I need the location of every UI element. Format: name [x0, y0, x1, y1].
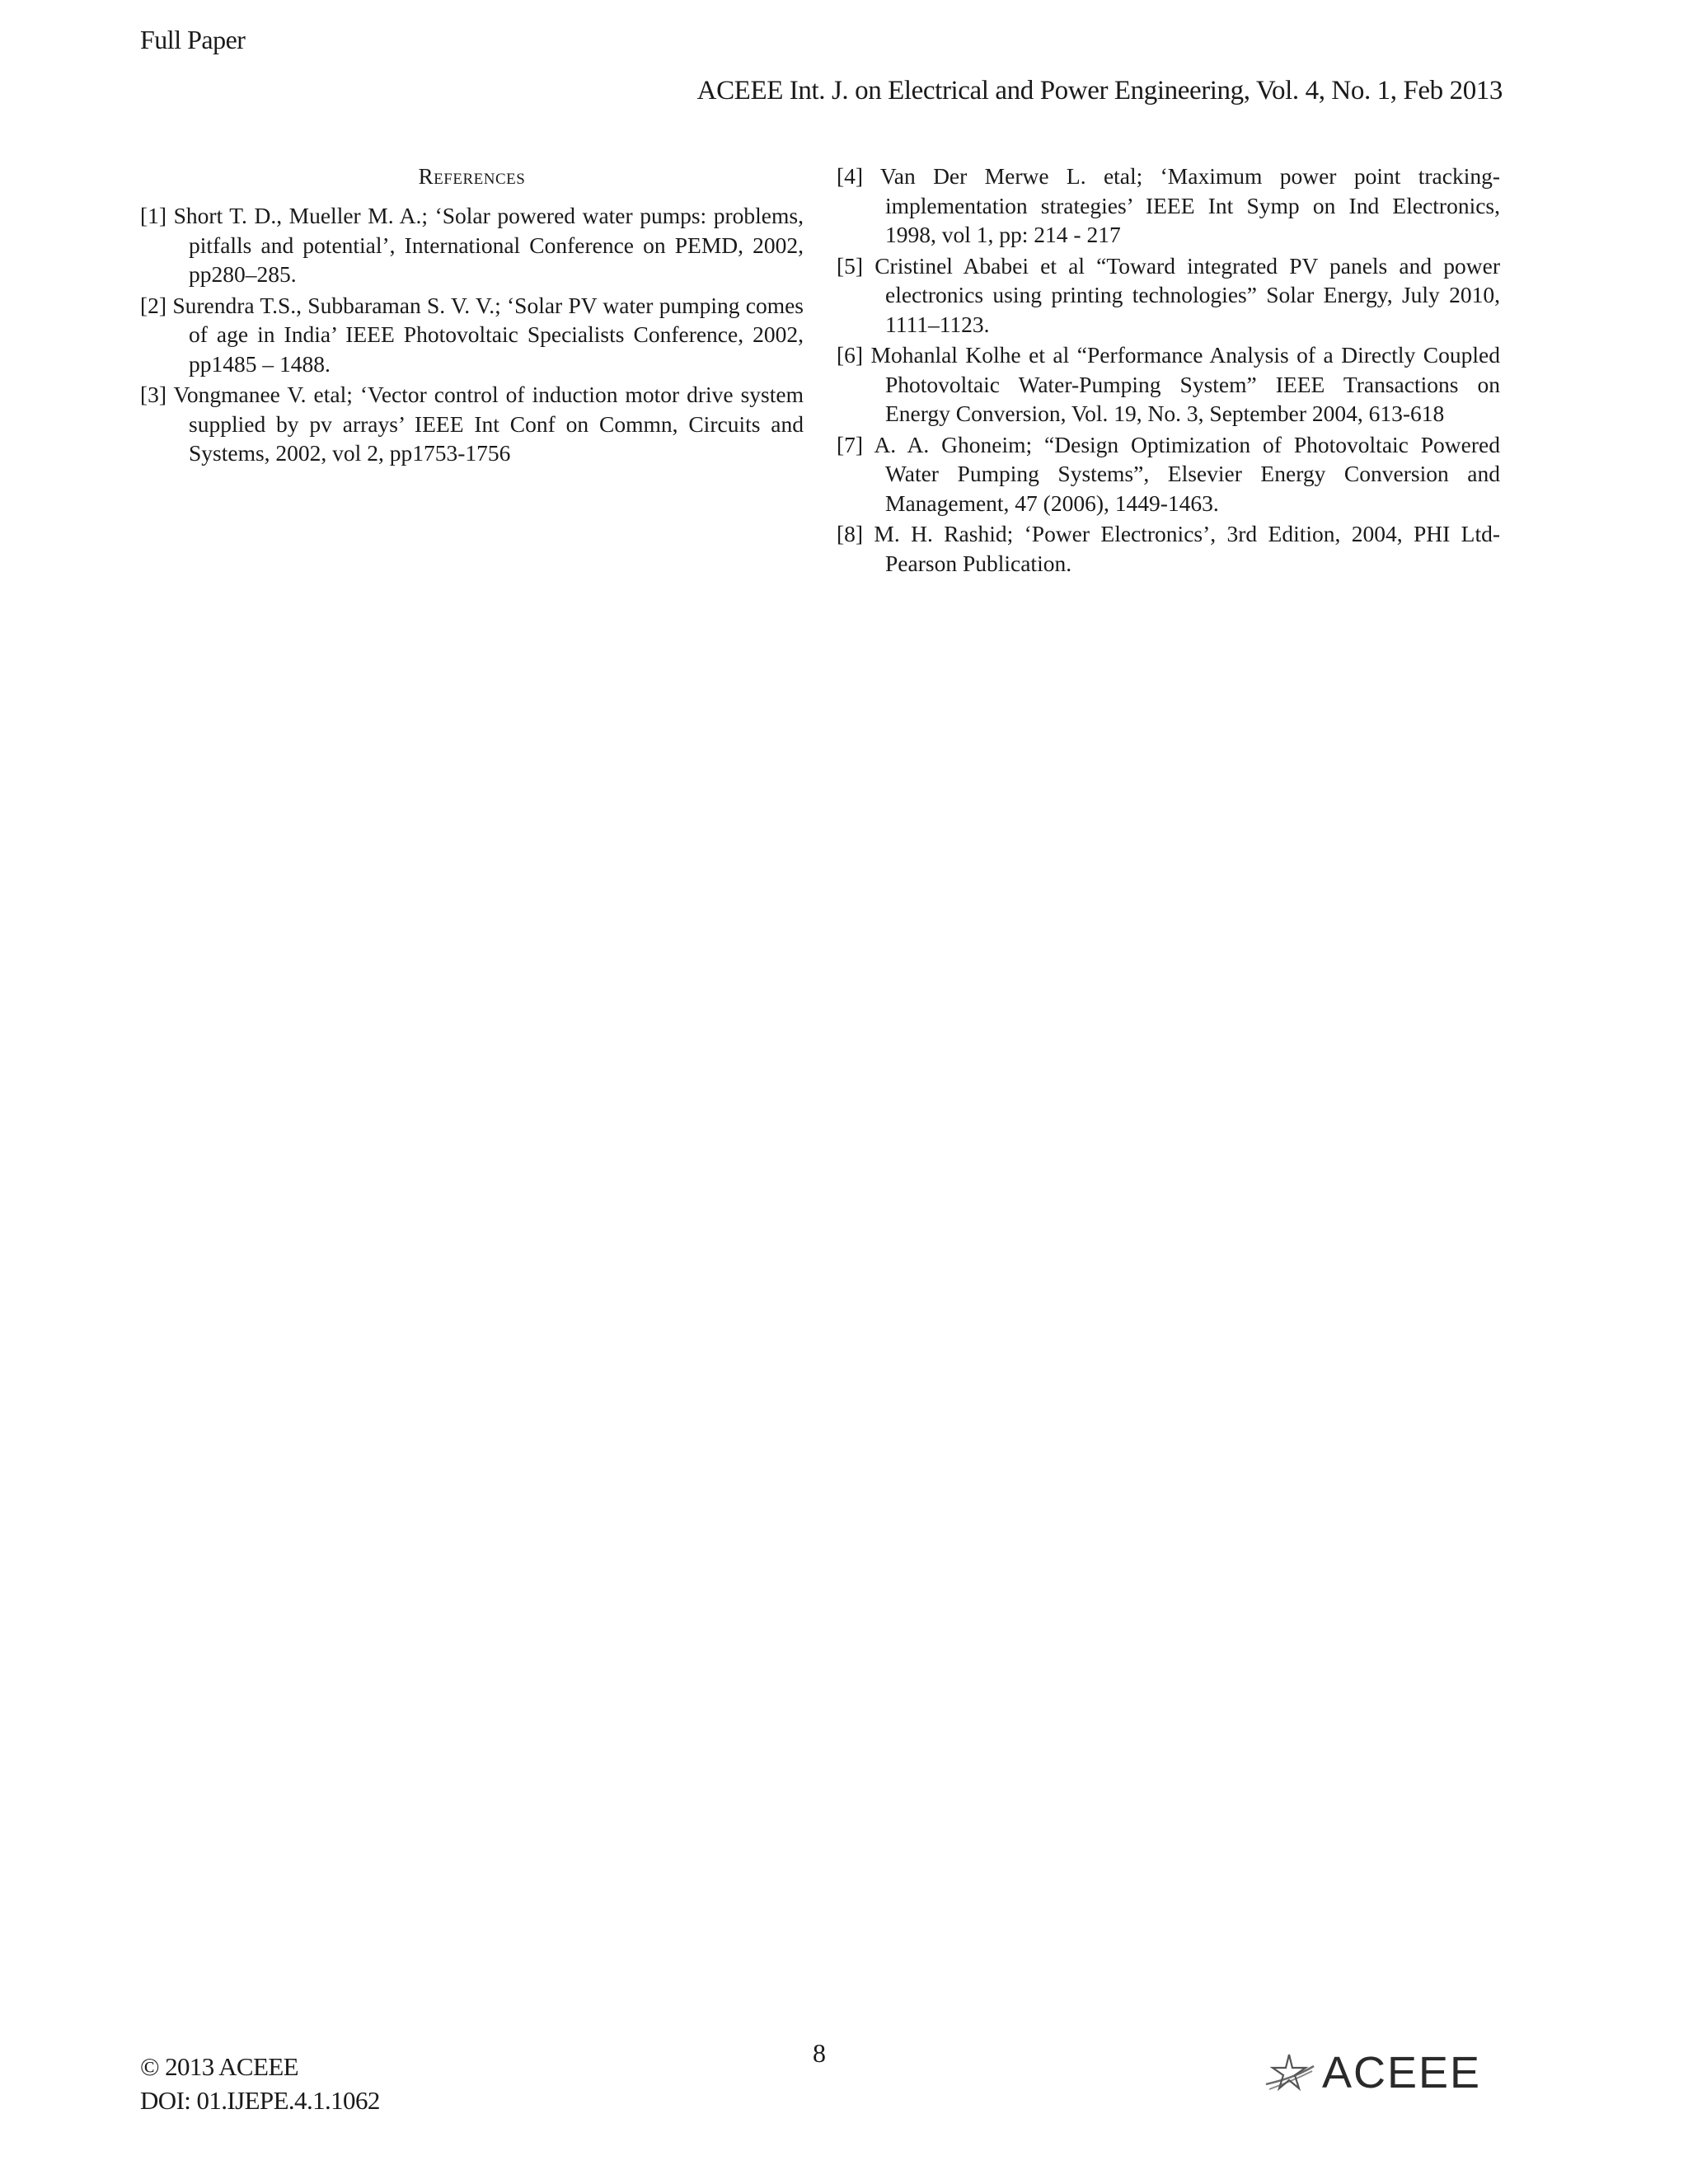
page-number: 8 [813, 2038, 826, 2068]
references-heading: References [418, 164, 526, 189]
journal-citation-header: ACEEE Int. J. on Electrical and Power Engineering, Vol. 4, No. 1, Feb 2013 [696, 76, 1503, 105]
reference-item: [8] M. H. Rashid; ‘Power Electronics’, 3rd Edition, 2004, PHI Ltd-Pearson Publication. [837, 521, 1500, 576]
copyright-notice: © 2013 ACEEE [140, 2052, 299, 2081]
reference-item: [4] Van Der Merwe L. etal; ‘Maximum power point tracking-implementation strategies’ IEEE Int Symp on Ind Electronics, 1998, vol 1, pp: 214 - 217 [837, 163, 1500, 247]
footer-publication-info [140, 2050, 380, 2117]
logo-wordmark: ACEEE [1322, 2048, 1482, 2097]
reference-item: [5] Cristinel Ababei et al “Toward integrated PV panels and power electronics using printing technologies” Solar Energy, July 2010, 1111–1123. [837, 252, 1500, 337]
section-label: Full Paper [140, 25, 246, 54]
references-left-column [140, 162, 804, 470]
reference-item: [7] A. A. Ghoneim; “Design Optimization of Photovoltaic Powered Water Pumping Systems”, Elsevier Energy Conversion and Management, 47 (2006), 1449-1463. [837, 431, 1500, 516]
reference-item: [2] Surendra T.S., Subbaraman S. V. V.; ‘Solar PV water pumping comes of age in India’ IEEE Photovoltaic Specialists Conference, 2002, pp1485 – 1488. [140, 292, 804, 377]
reference-item: [3] Vongmanee V. etal; ‘Vector control of induction motor drive system supplied by pv arrays’ IEEE Int Conf on Commn, Circuits and Systems, 2002, vol 2, pp1753-1756 [140, 382, 804, 466]
doi-identifier: DOI: 01.IJEPE.4.1.1062 [140, 2086, 380, 2115]
star-swoosh-icon [1261, 2048, 1319, 2097]
reference-item: [6] Mohanlal Kolhe et al “Performance Analysis of a Directly Coupled Photovoltaic Water-Pumping System” IEEE Transactions on Energy Conversion, Vol. 19, No. 3, September 2004, 613-618 [837, 342, 1500, 426]
references-right-column [837, 162, 1500, 579]
aceee-logo [1261, 2044, 1481, 2102]
reference-item: [1] Short T. D., Mueller M. A.; ‘Solar powered water pumps: problems, pitfalls and potential’, International Conference on PEMD, 2002, pp280–285. [140, 203, 804, 287]
